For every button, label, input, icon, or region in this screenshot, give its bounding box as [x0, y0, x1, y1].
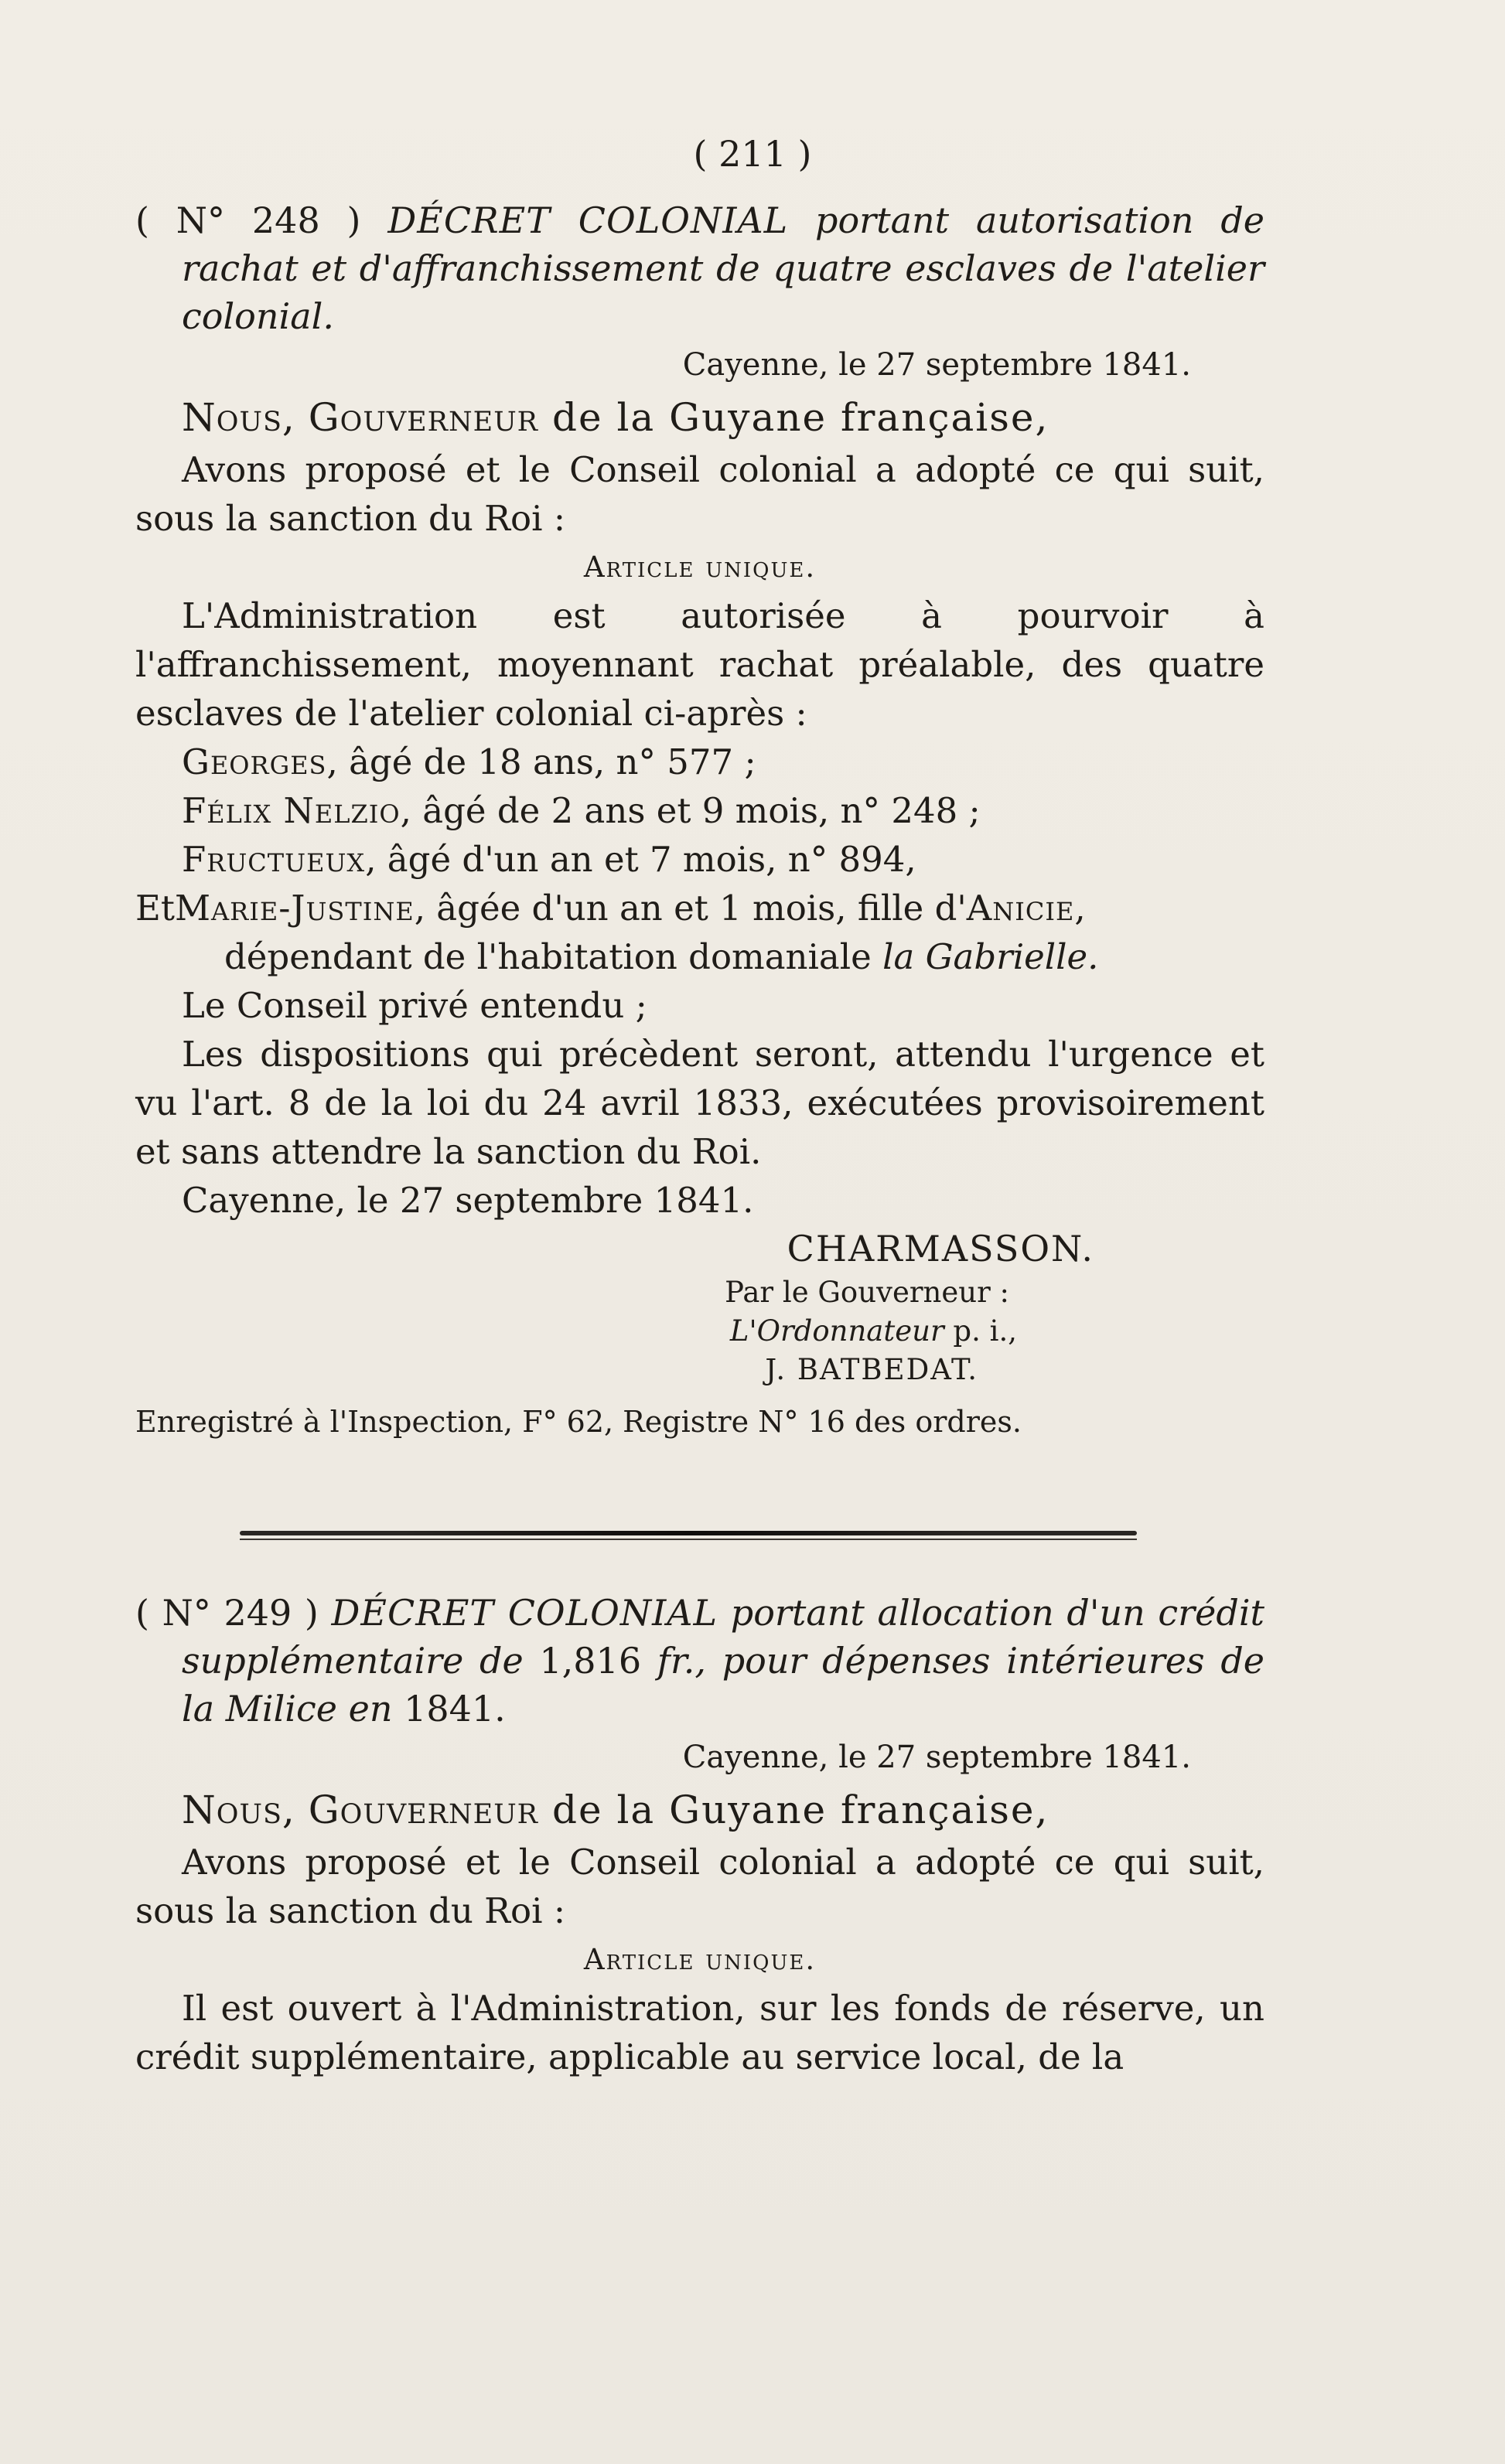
ordonnateur-suffix: p. i., [953, 1314, 1017, 1348]
credit-amount: 1,816 [539, 1640, 642, 1682]
ordonnateur-title: L'Ordonnateur [729, 1314, 944, 1348]
governor-title: Nous, Gouverneur [182, 395, 539, 440]
decree-number: ( N° 248 ) [135, 199, 361, 241]
decree-description-2: , pour dépenses intérieures de la Milice en [182, 1640, 1264, 1730]
list-item [135, 884, 1264, 981]
slave-detail: , âgée d'un an et 1 mois, fille d' [414, 888, 967, 929]
habitation-name: la Gabrielle. [882, 936, 1099, 977]
slave-detail: , âgé d'un an et 7 mois, n° 894, [365, 839, 916, 880]
conseil-clause: Le Conseil privé entendu ; [182, 985, 647, 1026]
slave-detail: , âgé de 18 ans, n° 577 ; [326, 741, 756, 782]
decree-number: ( N° 249 ) [135, 1592, 319, 1634]
list-item [135, 738, 1264, 786]
decree-heading [135, 196, 1264, 340]
dispositions-clause: Les dispositions qui précèdent seront, attendu l'urgence et vu l'art. 8 de la loi du 24 avril 1833, exécutées provisoirement et sans attendre la sanction du Roi. [135, 1034, 1264, 1172]
governor-territory: de la Guyane française, [551, 395, 1049, 440]
decree-dateline: Cayenne, le 27 septembre 1841. [682, 1740, 1191, 1775]
registry-note: Enregistré à l'Inspection, F° 62, Registre N° 16 des ordres. [135, 1405, 1022, 1439]
list-item [135, 786, 1264, 835]
adoption-clause: Avons proposé et le Conseil colonial a adopté ce qui suit, sous la sanction du Roi : [135, 449, 1264, 539]
slave-name: Fructueux [182, 839, 366, 880]
slave-name: Félix Nelzio [182, 790, 401, 831]
signature-par-le: Par le Gouverneur : [725, 1276, 1009, 1309]
credit-currency: fr. [657, 1640, 695, 1682]
closing-dateline: Cayenne, le 27 septembre 1841. [182, 1180, 754, 1221]
mother-name: Anicie [966, 888, 1075, 929]
adoption-clause: Avons proposé et le Conseil colonial a adopté ce qui suit, sous la sanction du Roi : [135, 1842, 1264, 1931]
decree-description: portant allocation d'un crédit supplémentaire de [182, 1592, 1265, 1682]
slave-name: Georges [182, 741, 327, 782]
decree-year: 1841. [404, 1688, 506, 1730]
decree-248 [135, 196, 1264, 1445]
slave-detail-2: , dépendant de l'habitation domaniale [224, 888, 1086, 977]
decree-description: portant autorisation de rachat et d'affranchissement de quatre esclaves de l'atelier colonial. [182, 199, 1265, 337]
page-number: ( 211 ) [693, 133, 812, 175]
section-divider [240, 1531, 1137, 1535]
decree-heading [135, 1589, 1264, 1733]
decree-title: DÉCRET COLONIAL [387, 199, 789, 241]
ordonnateur-name: J. BATBEDAT. [765, 1353, 978, 1386]
slave-name: Marie-Justine [174, 888, 415, 929]
signature-ordonnateur [135, 1312, 1264, 1351]
decree-249 [135, 1589, 1264, 2081]
slave-prefix: Et [135, 888, 175, 929]
article-heading: Article unique. [583, 550, 817, 584]
list-item [135, 835, 1264, 884]
article-heading: Article unique. [583, 1943, 817, 1976]
article-body: L'Administration est autorisée à pourvoir à l'affranchissement, moyennant rachat préalable, des quatre esclaves de l'atelier colonial ci-après : [135, 595, 1264, 734]
governor-territory: de la Guyane française, [551, 1788, 1049, 1832]
decree-title: DÉCRET COLONIAL [331, 1592, 718, 1634]
governor-preamble [135, 390, 1264, 445]
signature-name: CHARMASSON. [787, 1228, 1094, 1269]
article-body: Il est ouvert à l'Administration, sur les fonds de réserve, un crédit supplémentaire, applicable au service local, de la [135, 1988, 1264, 2077]
slave-detail: , âgé de 2 ans et 9 mois, n° 248 ; [400, 790, 981, 831]
governor-title: Nous, Gouverneur [182, 1788, 539, 1832]
decree-dateline: Cayenne, le 27 septembre 1841. [682, 347, 1191, 383]
governor-preamble [135, 1782, 1264, 1838]
